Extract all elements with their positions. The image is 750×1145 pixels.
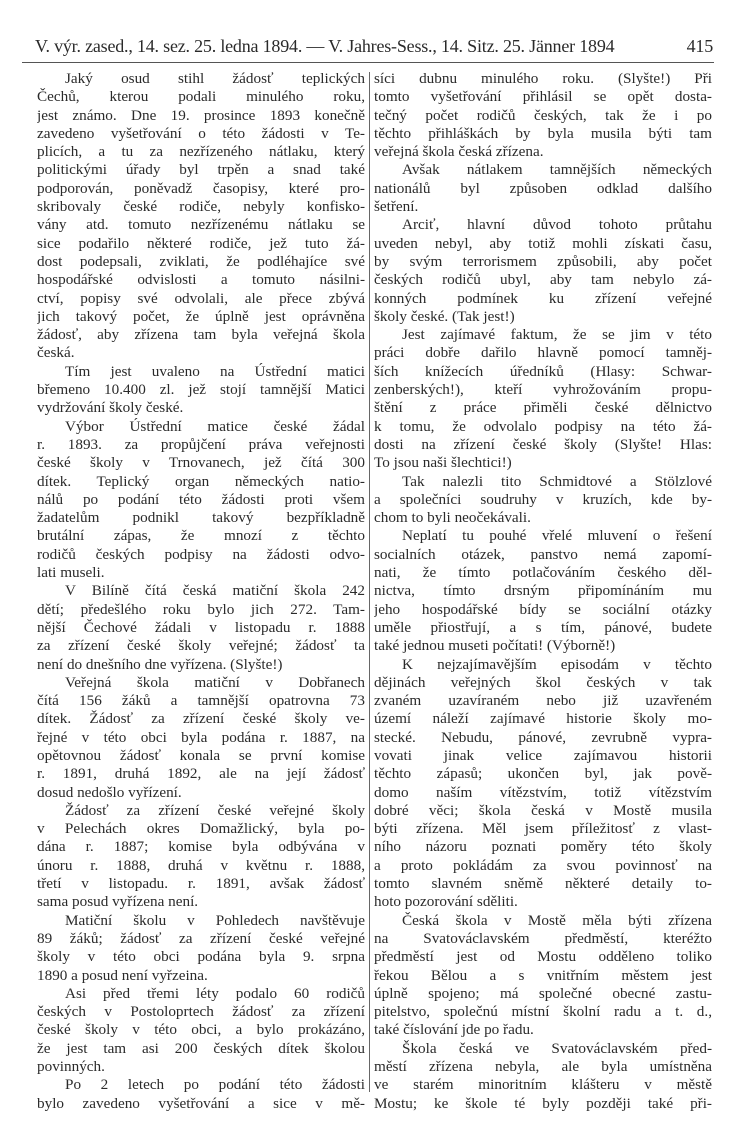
text-line: ctví, popisy své odvolali, ale přece zbývá [37, 289, 365, 307]
text-line: nationálů byl způsoben odklad dalšího [374, 179, 712, 197]
header-rule [22, 62, 714, 63]
text-line: Škola česká ve Svatováclavském před- [402, 1039, 712, 1057]
text-line: že jest tam asi 200 českých dítek školou [37, 1039, 365, 1057]
text-line: dobré věci; škola česká v Mostě musila [374, 801, 712, 819]
text-line: veřejná škola česká zřízena. [374, 143, 544, 161]
left-column [37, 70, 365, 1113]
text-line: také jednou museti počítati! (Výborně!) [374, 637, 616, 655]
text-line: dost podepsali, zviklati, že podléhajíce své [37, 252, 365, 270]
text-line: nější Čechové žádali v listopadu r. 1888 [37, 618, 365, 636]
text-line: nati, že tímto potlačováním českého děl- [374, 564, 712, 582]
right-column [374, 70, 712, 1113]
text-line: ších knížecích úředníků (Hlasy: Schwar- [374, 362, 712, 380]
text-line: Žádosť za zřízení české veřejné školy [65, 801, 365, 819]
text-line: Tím jest uvaleno na Ústřední matici [65, 362, 365, 380]
text-line: pitelstvo, společnú místní školní radu a t. d., [374, 1003, 712, 1021]
text-line: dosti na zřízení české školy (Slyšte! Hlas: [374, 435, 712, 453]
text-line: by svým terrorismem způsobili, aby počet [374, 252, 712, 270]
text-line: sama posud vyřízena není. [37, 893, 199, 911]
text-line: za zřízení české školy veřejné; žádosť ta [37, 637, 365, 655]
text-line: zvaném uzavíraném nebo již uzavřeném [374, 692, 712, 710]
text-line: předměstí jest od Mostu odděleno toliko [374, 948, 712, 966]
text-line: ního názoru poznati poměry této školy [374, 838, 712, 856]
text-line: podporován, poněvadž časopisy, které pro- [37, 179, 365, 197]
text-line: lati museli. [37, 564, 105, 582]
text-line: česká. [37, 344, 75, 362]
text-line: r. 1893. za propůjčení práva veřejnosti [37, 435, 365, 453]
text-line: v Pelechách okres Domažlický, byla po- [37, 820, 365, 838]
text-line: 89 žáků; žádosť za zřízení české veřejné [37, 929, 365, 947]
text-line: jich takový počet, že úplně jest oprávněna [37, 307, 365, 325]
column-divider [369, 72, 370, 1092]
header-title: V. výr. zased., 14. sez. 25. ledna 1894. — V. Jahres-Sess., 14. Sitz. 25. Jänner 1894 [35, 36, 615, 56]
text-line: hospodářské odvislosti a tomuto násilni- [37, 271, 365, 289]
text-line: Veřejná škola matiční v Dobřanech [65, 673, 365, 691]
text-line: školy v této obci podána byla 9. srpna [37, 948, 365, 966]
text-line: Po 2 letech po podání této žádosti [65, 1076, 365, 1094]
text-line: úplně spojeno; má společné obecné zastu- [374, 984, 712, 1002]
text-line: nictva, tímto drsným připomínáním mu [374, 582, 712, 600]
text-line: síci dubnu minulého roku. (Slyšte!) Při [374, 70, 712, 87]
text-line: vovati jinak velice zajímavou historii [374, 746, 712, 764]
text-line: zenberských!), kteří vyhrožováním propu- [374, 381, 712, 399]
text-line: Čechů, kterou podali minulého roku, [37, 88, 365, 106]
text-line: tomto vyšetřování přihlásil se opět dosta- [374, 88, 712, 106]
text-line: býti zřízena. Měl jsem příležitosť z vlast- [374, 820, 712, 838]
text-line: na Svatováclavském předměstí, kteréžto [374, 929, 712, 947]
text-line: břemeno 10.400 zl. jež stojí tamnější Matici [37, 381, 365, 399]
text-line: hoto pozorování sděliti. [374, 893, 518, 911]
text-line: práci dobře dařilo hlavně pomocí tamněj- [374, 344, 712, 362]
text-line: domo naším vítězstvím, totiž vítězstvím [374, 783, 712, 801]
text-line: Jest zajímavé faktum, že se jim v této [402, 326, 712, 344]
text-line: nálů po podání této žádosti proti všem [37, 490, 365, 508]
text-line: To jsou naši šlechtici!) [374, 454, 512, 472]
text-line: Neplatí tu pouhé vřelé mluvení o řešení [402, 527, 712, 545]
text-line: českých rodičů ubyl, aby tam nebylo zá- [374, 271, 712, 289]
text-line: tomto slavném sněmě některé detaily to- [374, 875, 712, 893]
text-line: dosud nedošlo vyřízení. [37, 783, 182, 801]
text-line: Avšak nátlakem tamnějších německých [402, 161, 712, 179]
text-line: dána r. 1887; komise byla odbývána v [37, 838, 365, 856]
text-line: V Bilíně čítá česká matiční škola 242 [65, 582, 365, 600]
text-line: Jaký osud stihl žádosť teplických [65, 70, 365, 87]
text-line: Asi před třemi léty podalo 60 rodičů [65, 984, 365, 1002]
text-line: brutální zápas, že mnozí z těchto [37, 527, 365, 545]
text-line: jeho hospodářské bídy se sociální otázky [374, 600, 712, 618]
text-line: školy české. (Tak jest!) [374, 307, 515, 325]
text-line: vány atd. tomuto nezřízenému nátlaku se [37, 216, 365, 234]
text-line: zavedeno vyšetřování o této žádosti v Te- [37, 124, 365, 142]
text-line: dětí; předešlého roku bylo jich 272. Tam- [37, 600, 365, 618]
text-line: dítek. Teplický organ německých natio- [37, 472, 365, 490]
text-line: a společníci soudruhy v kruzích, kde by- [374, 490, 712, 508]
text-line: uměle přiostřují, a s tím, pánové, budete [374, 618, 712, 636]
text-line: české školy v této obci, a bylo prokázáno, [37, 1021, 365, 1039]
text-line: čítá 156 žáků a tamnější opatrovna 73 [37, 692, 365, 710]
text-line: k tomu, že odvolalo podpisy na této žá- [374, 417, 712, 435]
text-line: území náleží zajímavé historie školy mo- [374, 710, 712, 728]
text-line: těchto zápasů; ukončen byl, jak pově- [374, 765, 712, 783]
text-line: také číslování jde po řadu. [374, 1021, 534, 1039]
text-line: žádosť, aby zřízena tam byla veřejná škola [37, 326, 365, 344]
text-line: chom to byli neočekávali. [374, 509, 531, 527]
text-line: městí zřízena nebyla, ale byla umístněna [374, 1058, 712, 1076]
text-line: českých v Postoloprtech žádosť za zřízení [37, 1003, 365, 1021]
text-line: dějinách veřejných škol českých v tak [374, 673, 712, 691]
text-line: Arciť, hlavní důvod tohoto průtahu [402, 216, 712, 234]
text-line: uveden nebyl, aby totiž mohli získati času, [374, 234, 712, 252]
text-line: politickými úřady byl trpěn a snad také [37, 161, 365, 179]
text-line: Výbor Ústřední matice české žádal [65, 417, 365, 435]
text-line: Matiční školu v Pohledech navštěvuje [65, 911, 365, 929]
text-line: bylo zavedeno vyšetřování a sice v mě- [37, 1094, 365, 1112]
text-line: konných podmínek ku zřízení veřejné [374, 289, 712, 307]
text-line: povinných. [37, 1058, 105, 1076]
text-line: K nejzajímavějším episodám v těchto [402, 655, 712, 673]
text-line: řekou Bělou a s vnitřním městem jest [374, 966, 712, 984]
text-line: šetření. [374, 198, 419, 216]
text-line: Česká škola v Mostě měla býti zřízena [402, 911, 712, 929]
text-line: není do dnešního dne vyřízena. (Slyšte!) [37, 655, 283, 673]
text-line: Mostu; ke škole té byly později také při- [374, 1094, 712, 1112]
text-line: únoru r. 1888, druhá v květnu r. 1888, [37, 856, 365, 874]
running-header [35, 36, 713, 57]
text-line: a proto pokládám za svou povinnosť na [374, 856, 712, 874]
text-line: jest známo. Dne 19. prosince 1893 konečně [37, 106, 365, 124]
text-line: 1890 a posud není vyřzeina. [37, 966, 208, 984]
text-line: Tak nalezli tito Schmidtové a Stölzlové [402, 472, 712, 490]
text-line: ve starém minoritním klášteru v městě [374, 1076, 712, 1094]
page-number: 415 [686, 36, 713, 56]
text-line: žadatelům podnikl takový bezpříkladně [37, 509, 365, 527]
text-line: třetí v listopadu. r. 1891, avšak žádosť [37, 875, 365, 893]
text-line: štění z práce přiměli české dělnictvo [374, 399, 712, 417]
text-line: r. 1891, druhá 1892, ale na její žádosť [37, 765, 365, 783]
text-line: těchto přihláškách by byla musila býti tam [374, 124, 712, 142]
text-line: skribovaly české rodiče, nebyly konfisko- [37, 198, 365, 216]
text-line: české školy v Trnovanech, jež čítá 300 [37, 454, 365, 472]
text-line: sice podařilo některé rodiče, jež tuto žá- [37, 234, 365, 252]
text-line: plicích, a tu za nezřízeného nátlaku, který [37, 143, 365, 161]
text-line: opětovnou žádosť konala se první komise [37, 746, 365, 764]
text-line: rodičů českých podpisy na žádosti odvo- [37, 545, 365, 563]
text-line: vydržování školy české. [37, 399, 184, 417]
text-line: dítek. Žádosť za zřízení české školy ve- [37, 710, 365, 728]
text-line: stecké. Nebudu, pánové, zevrubně vypra- [374, 728, 712, 746]
text-line: socialních otázek, panstvo nemá zapomí- [374, 545, 712, 563]
text-line: řejné v této obci byla podána r. 1887, na [37, 728, 365, 746]
text-line: tečný počet rodičů českých, tak že i po [374, 106, 712, 124]
